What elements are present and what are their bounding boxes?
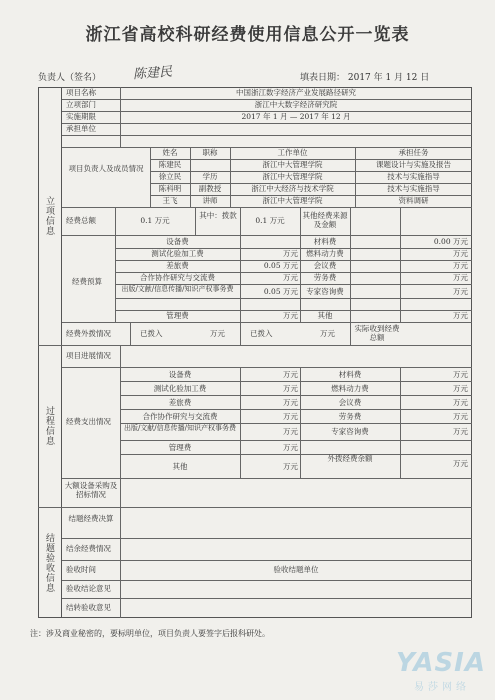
- project-period-value: 2017 年 1 月 — 2017 年 12 月: [241, 112, 351, 121]
- budget-label: 经费预算: [72, 277, 102, 286]
- member-row-4-name: 王飞: [162, 196, 178, 205]
- member-row-4-title: 讲师: [202, 196, 218, 205]
- project-name-label: 项目名称: [66, 88, 96, 97]
- expense-right-6-value: 万元: [453, 459, 468, 468]
- budget-left-5-value: 0.05 万元: [263, 287, 298, 296]
- budget-left-6-label: 管理费: [166, 311, 189, 320]
- site-logo: [392, 648, 487, 692]
- member-row-1-unit: 浙江中大管理学院: [262, 160, 323, 169]
- expense-left-5-label: 出版/文献/信息传播/知识产权事务费: [123, 424, 237, 432]
- budget-left-2-value: 万元: [283, 249, 298, 258]
- closing-row-1: 结题经费决算: [68, 514, 114, 523]
- expense-left-1-value: 万元: [283, 370, 298, 379]
- budget-left-4-label: 合作协作研究与交流费: [140, 273, 215, 282]
- budget-left-3-label: 差旅费: [166, 261, 189, 270]
- expense-right-4-label: 劳务费: [338, 412, 362, 421]
- project-source-value: 浙江中大数字经济研究院: [254, 100, 338, 109]
- expense-left-6-label: 管理费: [168, 443, 192, 452]
- expense-right-3-label: 会议费: [338, 398, 362, 407]
- expense-left-3-value: 万元: [283, 398, 298, 407]
- section-initiation: 立项信息: [38, 87, 62, 345]
- member-row-1-task: 课题设计与实施及报告: [376, 160, 451, 169]
- expense-left-1-label: 设备费: [168, 370, 192, 379]
- closing-row-4: 验收结论意见: [66, 584, 111, 593]
- members-header-unit: 工作单位: [277, 148, 308, 157]
- member-row-3-title: 副教授: [198, 184, 222, 193]
- member-row-2-name: 徐立民: [158, 172, 182, 181]
- budget-right-6-label: 其他: [317, 311, 333, 320]
- budget-sub-label: 其中：拨款: [199, 211, 237, 220]
- subcontract-out-label: 已拨入: [140, 329, 163, 338]
- expense-left-6-value: 万元: [283, 443, 298, 452]
- subcontract-in-label: 已拨入: [250, 329, 273, 338]
- expense-left-3-label: 差旅费: [168, 398, 192, 407]
- expense-right-1-label: 材料费: [338, 370, 362, 379]
- expense-left-4-value: 万元: [283, 412, 298, 421]
- budget-right-3-label: 会议费: [313, 261, 337, 270]
- subcontract-in-unit: 万元: [320, 329, 335, 338]
- members-label: 项目负责人及成员情况: [68, 164, 144, 173]
- budget-left-1-label: 设备费: [166, 237, 189, 246]
- member-row-4-task: 资料调研: [398, 196, 429, 205]
- budget-right-3-value: 万元: [453, 261, 468, 270]
- expense-right-3-value: 万元: [453, 398, 468, 407]
- progress-label: 项目进展情况: [66, 351, 111, 360]
- budget-other-label: 其他经费来源及金额: [302, 211, 348, 229]
- project-period-label: 实施期限: [66, 112, 96, 121]
- budget-total-value: 0.1 万元: [140, 216, 170, 225]
- budget-right-6-value: 万元: [453, 311, 468, 320]
- expense-right-4-value: 万元: [453, 412, 468, 421]
- expense-right-2-value: 万元: [453, 384, 468, 393]
- project-name-value: 中国浙江数字经济产业发展路径研究: [236, 88, 356, 97]
- section-closing: 结题验收信息: [38, 507, 62, 618]
- budget-right-5-label: 专家咨询费: [306, 287, 344, 296]
- subcontract-out-unit: 万元: [210, 329, 225, 338]
- closing-accept-value: 验收结题单位: [273, 565, 319, 574]
- budget-left-6-value: 万元: [283, 311, 298, 320]
- section-process: 过程信息: [38, 345, 62, 507]
- closing-row-2: 结余经费情况: [66, 544, 111, 553]
- member-row-2-unit: 浙江中大管理学院: [262, 172, 323, 181]
- members-header-title: 职称: [202, 148, 218, 157]
- budget-left-3-value: 0.05 万元: [263, 261, 298, 270]
- budget-right-4-value: 万元: [453, 273, 468, 282]
- project-unit-label: 承担单位: [66, 124, 96, 133]
- logo-text: YASIA: [396, 648, 486, 678]
- budget-right-2-value: 万元: [453, 249, 468, 258]
- logo-subtitle: 易莎网络: [414, 682, 470, 693]
- budget-right-4-label: 劳务费: [313, 273, 337, 282]
- expense-left-7-label: 其他: [172, 462, 188, 471]
- expense-left-2-label: 测试化验加工费: [153, 384, 207, 393]
- project-source-label: 立项部门: [66, 100, 96, 109]
- expense-label: 经费支出情况: [66, 417, 111, 426]
- footnote: 注：涉及商业秘密的，要标明单位，项目负责人要签字后报科研处。: [30, 629, 270, 638]
- responsible-label: 负责人（签名）: [38, 73, 102, 83]
- budget-right-2-label: 燃料动力费: [306, 249, 344, 258]
- budget-right-1-label: 材料费: [313, 237, 337, 246]
- signature: 陈建民: [132, 64, 173, 83]
- member-row-3-unit: 浙江中大经济与技术学院: [251, 184, 334, 193]
- member-row-3-task: 技术与实施指导: [387, 184, 440, 193]
- budget-left-5-label: 出版/文献/信息传播/知识产权事务费: [121, 285, 234, 293]
- subcontract-label: 经费外拨情况: [66, 329, 111, 338]
- member-row-2-title: 学历: [202, 172, 218, 181]
- budget-right-5-value: 万元: [453, 287, 468, 296]
- members-header-name: 姓名: [162, 148, 178, 157]
- member-row-3-name: 陈科明: [158, 184, 182, 193]
- expense-right-6-label: 外拨经费余额: [327, 454, 373, 463]
- budget-sub-value: 0.1 万元: [255, 216, 285, 225]
- expense-left-4-label: 合作协作研究与交流费: [142, 412, 218, 421]
- expense-left-5-value: 万元: [283, 427, 298, 436]
- document-title: 浙江省高校科研经费使用信息公开一览表: [85, 25, 410, 45]
- members-header-task: 承担任务: [398, 148, 429, 157]
- expense-right-5-label: 专家咨询费: [331, 427, 369, 436]
- subcontract-other-label: 实际收到经费总额: [354, 324, 400, 342]
- member-row-1-name: 陈建民: [158, 160, 182, 169]
- closing-row-3: 验收时间: [66, 565, 96, 574]
- expense-left-2-value: 万元: [283, 384, 298, 393]
- member-row-2-task: 技术与实施指导: [387, 172, 440, 181]
- budget-right-1-value: 0.00 万元: [433, 237, 468, 246]
- member-row-4-unit: 浙江中大管理学院: [262, 196, 323, 205]
- expense-right-5-value: 万元: [453, 427, 468, 436]
- budget-left-4-value: 万元: [283, 273, 298, 282]
- budget-total-label: 经费总额: [66, 216, 96, 225]
- purchase-label: 大额设备采购及招标情况: [64, 481, 118, 499]
- expense-left-7-value: 万元: [283, 462, 298, 471]
- expense-right-1-value: 万元: [453, 370, 468, 379]
- expense-right-2-label: 燃料动力费: [331, 384, 369, 393]
- closing-row-5: 结转验收意见: [66, 603, 111, 612]
- fill-date: 填表日期： 2017 年 1 月 12 日: [300, 73, 430, 83]
- budget-left-2-label: 测试化验加工费: [151, 249, 204, 258]
